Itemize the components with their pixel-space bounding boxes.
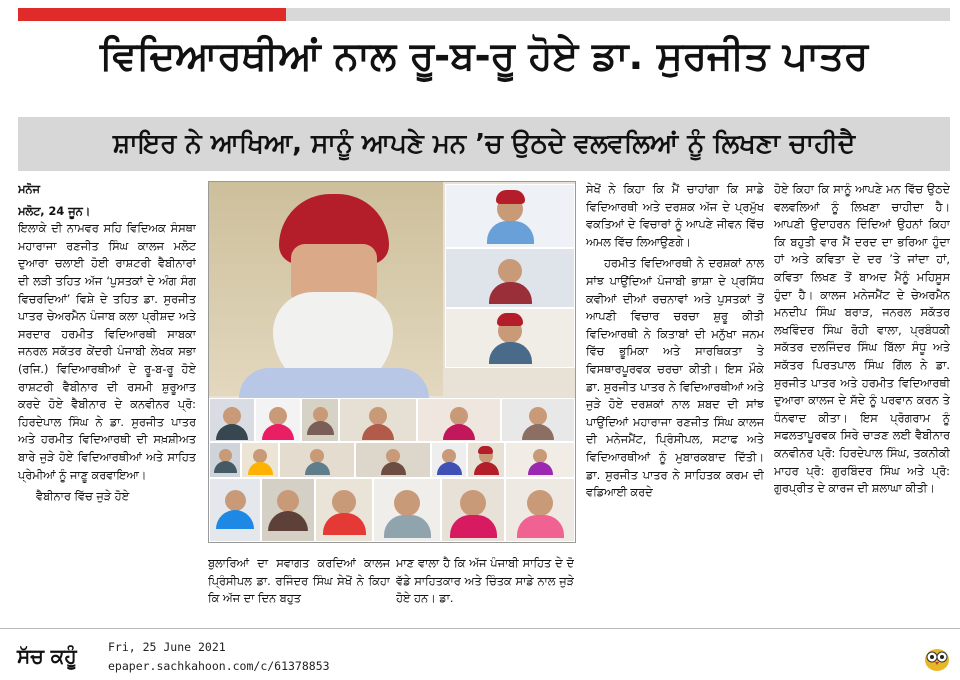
section-accent-bar bbox=[18, 8, 286, 21]
participant-head bbox=[394, 490, 420, 516]
participant-tile bbox=[261, 478, 315, 542]
article-column-1 bbox=[18, 181, 196, 609]
participant-tile bbox=[209, 442, 241, 478]
participant-body bbox=[262, 424, 294, 440]
participant-head bbox=[386, 449, 400, 463]
participant-body bbox=[517, 515, 564, 538]
participant-body bbox=[307, 421, 334, 435]
under-photo-right bbox=[396, 555, 574, 611]
participant-tile bbox=[209, 398, 255, 442]
participant-body bbox=[214, 461, 237, 473]
participant-head bbox=[332, 490, 356, 514]
participant-tile bbox=[241, 442, 279, 478]
participant-head bbox=[529, 407, 547, 425]
participant-turban bbox=[478, 446, 493, 454]
participant-head bbox=[533, 449, 547, 463]
participant-body bbox=[248, 462, 273, 475]
participant-tile bbox=[373, 478, 441, 542]
participant-head bbox=[498, 259, 522, 283]
under-photo-left bbox=[208, 555, 390, 611]
column-1-text: ਇਲਾਕੇ ਦੀ ਨਾਮਵਰ ਸਹਿ ਵਿਦਿਅਕ ਸੰਸਥਾ ਮਹਾਰਾਜਾ ਰਣਜੀਤ ਸਿੰਘ ਕਾਲਜ ਮਲੋਟ ਦੁਆਰਾ ਚਲਾਈ ਹੋਈ ਰਾਸ਼ਟਰੀ ਵੈਬੀਨਾਰਾਂ ਦੀ ਲੜੀ ਤਹਿਤ ਅੱਜ ‘ਪੁਸਤਕਾਂ ਦੇ ਅੰਗ ਸੰਗ ਵਿਚਰਦਿਆਂ’ ਵਿਸ਼ੇ ਦੇ ਤਹਿਤ ਡਾ. ਸੁਰਜੀਤ ਪਾਤਰ ਚੇਅਰਮੈਨ ਪੰਜਾਬ ਕਲਾ ਪ੍ਰੀਸ਼ਦ ਅਤੇ ਸਰਦਾਰ ਹਰਮੀਤ ਵਿਦਿਆਰਥੀ ਸਾਬਕਾ ਜਨਰਲ ਸਕੱਤਰ ਕੇਂਦਰੀ ਪੰਜਾਬੀ ਲੇਖਕ ਸਭਾ (ਰਜਿ.) ਵਿਦਿਆਰਥੀਆਂ ਦੇ ਰੂ-ਬ-ਰੂ ਹੋਏ ਰਾਸ਼ਟਰੀ ਵੈਬੀਨਾਰ ਦੀ ਰਸਮੀ ਸ਼ੁਰੂਆਤ ਕਰਦੇ ਹੋਏ ਵੈਬੀਨਾਰ ਦੇ ਕਨਵੀਨਰ ਪ੍ਰੋ: ਹਿਰਦੇਪਾਲ ਸਿੰਘ ਨੇ ਡਾ. ਸੁਰਜੀਤ ਪਾਤਰ ਅਤੇ ਹਰਮੀਤ ਵਿਦਿਆਰਥੀ ਦੀ ਸਖ਼ਸ਼ੀਅਤ ਬਾਰੇ ਜੁੜੇ ਹੋਏ ਵਿਦਿਆਰਥੀਆਂ ਅਤੇ ਸਾਹਿਤ ਪ੍ਰੇਮੀਆਂ ਨੂੰ ਜਾਣੂ ਕਰਵਾਇਆ। bbox=[18, 222, 196, 482]
participant-body bbox=[522, 424, 554, 440]
participant-tile bbox=[445, 184, 575, 248]
participant-body bbox=[474, 462, 499, 475]
participant-tile bbox=[505, 442, 575, 478]
participant-body bbox=[305, 462, 330, 475]
participant-tile bbox=[255, 398, 301, 442]
participant-head bbox=[442, 449, 456, 463]
participant-body bbox=[443, 424, 475, 440]
webinar-screenshot-photo bbox=[208, 181, 576, 543]
participant-turban bbox=[497, 313, 523, 326]
column-3-text: ਸੇਖੋਂ ਨੇ ਕਿਹਾ ਕਿ ਮੈਂ ਚਾਹਾਂਗਾ ਕਿ ਸਾਡੇ ਵਿਦਿਆਰਥੀ ਅਤੇ ਦਰਸ਼ਕ ਅੱਜ ਦੇ ਪ੍ਰਮੁੱਖ ਵਕਤਿਆਂ ਦੇ ਵਿਚਾਰਾਂ ਨੂੰ ਆਪਣੇ ਜੀਵਨ ਵਿੱਚ ਅਮਲ ਵਿੱਚ ਲਿਆਉਣਗੇ। bbox=[586, 183, 764, 249]
participant-tile bbox=[505, 478, 575, 542]
participant-tile bbox=[431, 442, 467, 478]
participant-tile bbox=[445, 308, 575, 368]
participant-head bbox=[527, 490, 553, 516]
column-1-last-line: ਵੈਬੀਨਾਰ ਵਿੱਚ ਜੁੜੇ ਹੋਏ bbox=[36, 490, 130, 504]
participant-turban bbox=[496, 190, 525, 204]
article-column-3 bbox=[586, 181, 764, 609]
participant-body bbox=[323, 513, 366, 535]
participant-head bbox=[369, 407, 387, 425]
edition-date: Fri, 25 June 2021 bbox=[108, 640, 226, 654]
participant-tile bbox=[417, 398, 501, 442]
epaper-url[interactable]: epaper.sachkahoon.com/c/61378853 bbox=[108, 659, 330, 673]
participant-tile bbox=[445, 248, 575, 308]
column-3-text-b: ਹਰਮੀਤ ਵਿਦਿਆਰਥੀ ਨੇ ਦਰਸ਼ਕਾਂ ਨਾਲ ਸਾਂਝ ਪਾਉਂਦਿਆਂ ਪੰਜਾਬੀ ਭਾਸ਼ਾ ਦੇ ਪ੍ਰਸਿੱਧ ਕਵੀਆਂ ਦੀਆਂ ਰਚਨਾਵਾਂ ਅਤੇ ਪੁਸਤਕਾਂ ਤੋਂ ਆਪਣੀ ਵਿਚਾਰ ਚਰਚਾ ਸ਼ੁਰੂ ਕੀਤੀ ਵਿਦਿਆਰਥੀ ਨੇ ਕਿਤਾਬਾਂ ਦੀ ਮਨੁੱਖਾ ਜਨਮ ਵਿੱਚ ਭੂਮਿਕਾ ਅਤੇ ਸਾਰਥਿਕਤਾ ਤੇ ਵਿਸਥਾਰਪੂਰਵਕ ਚਰਚਾ ਕੀਤੀ। ਇਸ ਮੌਕੇ ਡਾ. ਸੁਰਜੀਤ ਪਾਤਰ ਨੇ ਵਿਦਿਆਰਥੀਆਂ ਅਤੇ ਜੁੜੇ ਹੋਏ ਦਰਸ਼ਕਾਂ ਨਾਲ ਸ਼ਬਦ ਦੀ ਸਾਂਝ ਪਾਉਂਦਿਆਂ ਮਹਾਰਾਜਾ ਰਣਜੀਤ ਸਿੰਘ ਕਾਲਜ ਦੀ ਮਨੇਜਮੈਂਟ, ਪ੍ਰਿੰਸੀਪਲ, ਸਟਾਫ ਅਤੇ ਵਿਦਿਆਰਥੀਆਂ ਨੂੰ ਮੁਬਾਰਕਬਾਦ ਦਿੱਤੀ। ਡਾ. ਸੁਰਜੀਤ ਪਾਤਰ ਨੇ ਸਾਹਿਤਕ ਕਰਮ ਦੀ ਵਡਿਆਈ ਕਰਦੇ bbox=[586, 257, 764, 500]
participant-body bbox=[450, 515, 497, 538]
byline-name: ਮਨੋਜ bbox=[18, 183, 40, 196]
participant-head bbox=[269, 407, 287, 425]
participant-head bbox=[223, 407, 241, 425]
participant-tile bbox=[501, 398, 575, 442]
participant-tile bbox=[467, 442, 505, 478]
footer-divider bbox=[0, 628, 960, 629]
participant-head bbox=[450, 407, 468, 425]
participant-tile bbox=[315, 478, 373, 542]
article-column-4 bbox=[774, 181, 950, 609]
participant-body bbox=[216, 424, 248, 440]
participant-body bbox=[362, 424, 394, 440]
under-photo-left-text: ਬੁਲਾਰਿਆਂ ਦਾ ਸਵਾਗਤ ਕਰਦਿਆਂ ਕਾਲਜ ਪ੍ਰਿੰਸੀਪਲ ਡਾ. ਰਜਿੰਦਰ ਸਿੰਘ ਸੇਖੋਂ ਨੇ ਕਿਹਾ ਕਿ ਅੱਜ ਦਾ ਦਿਨ ਬਹੁਤ bbox=[208, 557, 390, 606]
subheadline: ਸ਼ਾਇਰ ਨੇ ਆਖਿਆ, ਸਾਨੂੰ ਆਪਣੇ ਮਨ ’ਚ ਉਠਦੇ ਵਲਵਲਿਆਂ ਨੂੰ ਲਿਖਣਾ ਚਾਹੀਦੈ bbox=[112, 129, 856, 159]
top-rule bbox=[18, 8, 950, 21]
participant-head bbox=[460, 490, 486, 516]
participant-body bbox=[384, 515, 431, 538]
participant-body bbox=[489, 342, 532, 364]
page-title: ਵਿਦਿਆਰਥੀਆਂ ਨਾਲ ਰੂ-ਬ-ਰੂ ਹੋਏ ਡਾ. ਸੁਰਜੀਤ ਪਾਤਰ bbox=[99, 34, 869, 79]
column-4-text: ਹੋਏ ਕਿਹਾ ਕਿ ਸਾਨੂੰ ਆਪਣੇ ਮਨ ਵਿੱਚ ਉਠਦੇ ਵਲਵਲਿਆਂ ਨੂੰ ਲਿਖਣਾ ਚਾਹੀਦਾ ਹੈ। ਆਪਣੀ ਉਦਾਹਰਨ ਦਿੰਦਿਆਂ ਉਹਨਾਂ ਕਿਹਾ ਕਿ ਬਹੁਤੀ ਵਾਰ ਮੈਂ ਦਰਦ ਦਾ ਭਰਿਆ ਹੁੰਦਾ ਹਾਂ ਅਤੇ ਕਵਿਤਾ ਦੇ ਦਰ ’ਤੇ ਜਾਂਦਾ ਹਾਂ, ਕਵਿਤਾ ਲਿਖਣ ਤੋਂ ਬਾਅਦ ਮੈਨੂੰ ਮਹਿਸੂਸ ਹੁੰਦਾ ਹੈ। ਕਾਲਜ ਮਨੇਜਮੈਂਟ ਦੇ ਚੇਅਰਮੈਨ ਮਨਦੀਪ ਸਿੰਘ ਬਰਾੜ, ਜਨਰਲ ਸਕੱਤਰ ਲਖਵਿੰਦਰ ਸਿੰਘ ਰੋਹੀ ਵਾਲਾ, ਪ੍ਰਬੰਧਕੀ ਸਕੱਤਰ ਦਲਜਿੰਦਰ ਸਿੰਘ ਬਿੱਲਾ ਸੰਧੂ ਅਤੇ ਸਕੱਤਰ ਪਿਰਤਪਾਲ ਸਿੰਘ ਗਿੱਲ ਨੇ ਡਾ. ਸੁਰਜੀਤ ਪਾਤਰ ਅਤੇ ਹਰਮੀਤ ਵਿਦਿਆਰਥੀ ਦੁਆਰਾ ਕਾਲਜ ਦੇ ਸੱਦੇ ਨੂੰ ਪਰਵਾਨ ਕਰਨ ਤੇ ਧੰਨਵਾਦ ਕੀਤਾ। ਇਸ ਪ੍ਰੋਗਰਾਮ ਨੂੰ ਸਫਲਤਾਪੂਰਵਕ ਸਿਰੇ ਚਾੜਣ ਲਈ ਵੈਬੀਨਾਰ ਕਨਵੀਨਰ ਪ੍ਰੋ: ਹਿਰਦੇਪਾਲ ਸਿੰਘ, ਤਕਨੀਕੀ ਮਾਹਰ ਪ੍ਰੋ: ਗੁਰਬਿੰਦਰ ਸਿੰਘ ਅਤੇ ਪ੍ਰੋ: ਗੁਰਪ੍ਰੀਤ ਦੇ ਕਾਰਜ ਦੀ ਸ਼ਲਾਘਾ ਕੀਤੀ। bbox=[774, 183, 950, 496]
main-speaker-video bbox=[209, 182, 443, 396]
newspaper-logo: ਸੱਚ ਕਹੂੰ bbox=[17, 644, 77, 668]
participant-tile bbox=[441, 478, 505, 542]
dateline: ਮਲੋਟ, 24 ਜੂਨ। bbox=[18, 204, 91, 218]
participant-head bbox=[313, 407, 328, 422]
participant-body bbox=[487, 221, 534, 244]
participant-tile bbox=[301, 398, 339, 442]
participant-body bbox=[528, 462, 553, 475]
participant-body bbox=[489, 282, 532, 304]
owl-icon[interactable] bbox=[923, 644, 951, 672]
participant-body bbox=[381, 462, 406, 475]
participant-tile bbox=[209, 478, 261, 542]
participant-body bbox=[268, 511, 308, 531]
under-photo-right-text: ਮਾਣ ਵਾਲਾ ਹੈ ਕਿ ਅੱਜ ਪੰਜਾਬੀ ਸਾਹਿਤ ਦੇ ਦੋ ਵੱਡੇ ਸਾਹਿਤਕਾਰ ਅਤੇ ਚਿੰਤਕ ਸਾਡੇ ਨਾਲ ਜੁੜੇ ਹੋਏ ਹਨ। ਡਾ. bbox=[396, 557, 574, 606]
participant-tile bbox=[355, 442, 431, 478]
participant-tile bbox=[339, 398, 417, 442]
participant-head bbox=[310, 449, 324, 463]
participant-tile bbox=[279, 442, 355, 478]
participant-head bbox=[225, 490, 246, 511]
participant-head bbox=[253, 449, 267, 463]
participant-body bbox=[216, 510, 254, 529]
participant-head bbox=[277, 490, 299, 512]
participant-body bbox=[437, 462, 462, 475]
